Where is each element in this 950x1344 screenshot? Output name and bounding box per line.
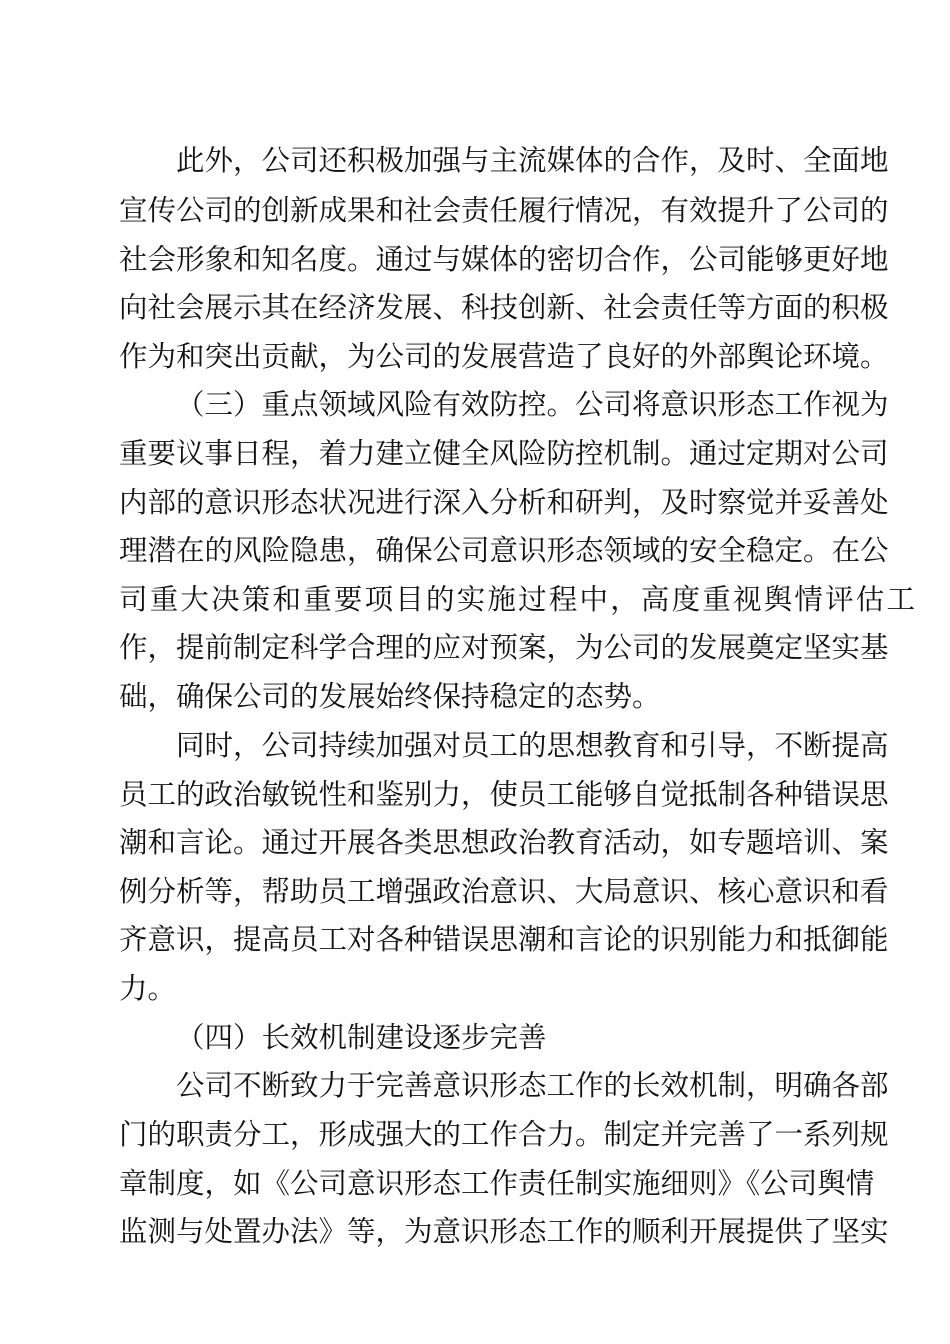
paragraph-line: 门的职责分工，形成强大的工作合力。制定并完善了一系列规 [119, 1118, 889, 1151]
paragraph-line: 此外，公司还积极加强与主流媒体的合作，及时、全面地 [176, 144, 889, 177]
paragraph-line: 监测与处置办法》等，为意识形态工作的顺利开展提供了坚实 [119, 1215, 889, 1248]
paragraph-line: 力。 [119, 972, 177, 1005]
paragraph-line: 齐意识，提高员工对各种错误思潮和言论的识别能力和抵御能 [119, 923, 889, 956]
paragraph-line: 社会形象和知名度。通过与媒体的密切合作，公司能够更好地 [119, 243, 889, 276]
section-heading-four: （四）长效机制建设逐步完善 [176, 1021, 547, 1054]
paragraph-line: 作为和突出贡献，为公司的发展营造了良好的外部舆论环境。 [119, 340, 889, 373]
paragraph-line: 础，确保公司的发展始终保持稳定的态势。 [119, 680, 661, 713]
paragraph-line: 公司不断致力于完善意识形态工作的长效机制，明确各部 [176, 1069, 889, 1102]
paragraph-line: 例分析等，帮助员工增强政治意识、大局意识、核心意识和看 [119, 875, 889, 908]
section-heading-three: （三）重点领域风险有效防控。公司将意识形态工作视为 [176, 388, 889, 421]
paragraph-line: 向社会展示其在经济发展、科技创新、社会责任等方面的积极 [119, 291, 889, 324]
paragraph-line: 理潜在的风险隐患，确保公司意识形态领域的安全稳定。在公 [119, 534, 889, 567]
paragraph-line: 重要议事日程，着力建立健全风险防控机制。通过定期对公司 [119, 437, 889, 470]
paragraph-line: 宣传公司的创新成果和社会责任履行情况，有效提升了公司的 [119, 194, 889, 227]
paragraph-line: 员工的政治敏锐性和鉴别力，使员工能够自觉抵制各种错误思 [119, 778, 889, 811]
paragraph-line: 司重大决策和重要项目的实施过程中，高度重视舆情评估工 [119, 583, 918, 616]
paragraph-line: 内部的意识形态状况进行深入分析和研判，及时察觉并妥善处 [119, 486, 889, 519]
paragraph-line: 章制度，如《公司意识形态工作责任制实施细则》《公司舆情 [119, 1167, 875, 1200]
paragraph-line: 同时，公司持续加强对员工的思想教育和引导，不断提高 [176, 729, 889, 762]
paragraph-line: 作，提前制定科学合理的应对预案，为公司的发展奠定坚实基 [119, 631, 889, 664]
paragraph-line: 潮和言论。通过开展各类思想政治教育活动，如专题培训、案 [119, 826, 889, 859]
